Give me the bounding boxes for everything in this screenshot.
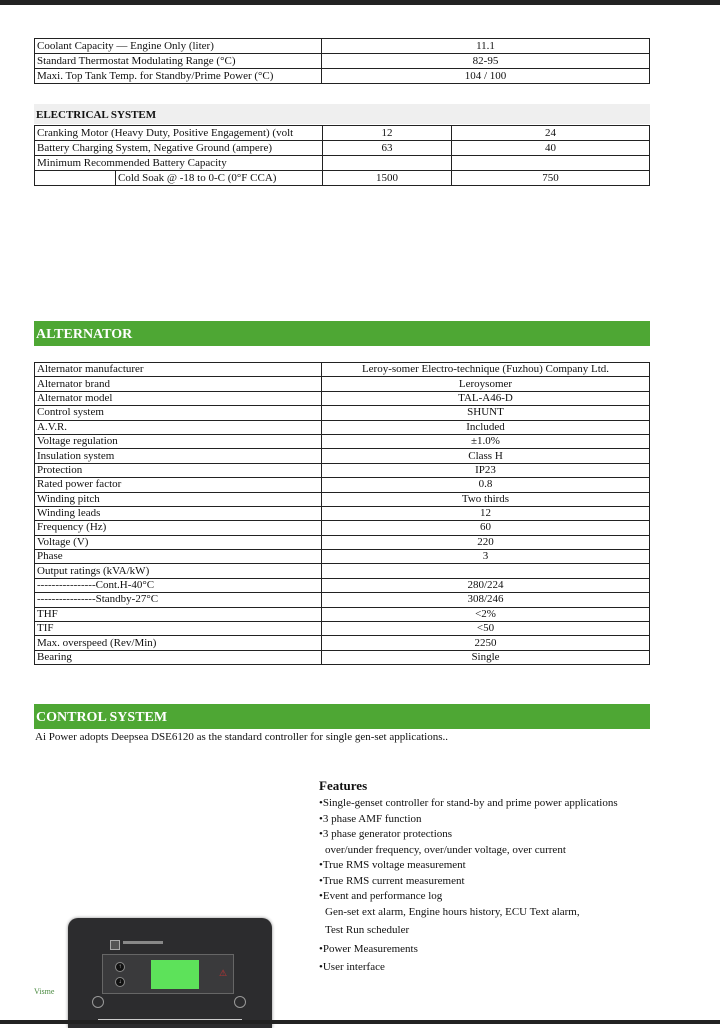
- row-label: Phase: [35, 550, 322, 564]
- row-label: Alternator manufacturer: [35, 363, 322, 377]
- row-label: Protection: [35, 463, 322, 477]
- row-value-24v: 40: [452, 141, 650, 156]
- row-value: Included: [322, 420, 650, 434]
- arrow-up-icon: ↑: [115, 962, 125, 972]
- table-row: [35, 126, 650, 141]
- row-value: Two thirds: [322, 492, 650, 506]
- table-row: [35, 506, 650, 520]
- row-label: Winding leads: [35, 506, 322, 520]
- row-value: Class H: [322, 449, 650, 463]
- row-label: Voltage regulation: [35, 434, 322, 448]
- row-value: Single: [322, 650, 650, 664]
- row-value: 104 / 100: [322, 69, 650, 84]
- table-row: [35, 406, 650, 420]
- table-row: [35, 636, 650, 650]
- row-label: Rated power factor: [35, 478, 322, 492]
- feature-detail: Test Run scheduler: [325, 924, 410, 936]
- row-label: Output ratings (kVA/kW): [35, 564, 322, 578]
- feature-item: •3 phase generator protections: [319, 828, 453, 840]
- table-row: [35, 69, 650, 84]
- row-value-12v: 12: [323, 126, 452, 141]
- row-label: Bearing: [35, 650, 322, 664]
- feature-item: •True RMS voltage measurement: [319, 859, 466, 871]
- table-row: [35, 578, 650, 592]
- table-row: [35, 492, 650, 506]
- row-value-12v: [323, 156, 452, 171]
- table-row: [35, 564, 650, 578]
- top-bar: [0, 0, 720, 5]
- row-label: Frequency (Hz): [35, 521, 322, 535]
- controller-image: [68, 918, 272, 1028]
- feature-item: •True RMS current measurement: [319, 874, 465, 887]
- row-label: A.V.R.: [35, 420, 322, 434]
- table-row: [35, 622, 650, 636]
- row-value: 220: [322, 535, 650, 549]
- feature-detail: over/under frequency, over/under voltage, over current: [325, 843, 566, 856]
- table-row: [35, 449, 650, 463]
- row-value: 280/224: [322, 578, 650, 592]
- table-row: [35, 463, 650, 477]
- row-label: Standard Thermostat Modulating Range (°C): [35, 54, 322, 69]
- auto-icon: [234, 996, 246, 1008]
- row-label: TIF: [35, 622, 322, 636]
- table-row: [35, 593, 650, 607]
- controller-display-panel: [102, 954, 234, 994]
- feature-item: •Power Measurements: [319, 942, 418, 955]
- row-value-24v: 750: [452, 171, 650, 186]
- brand-strip: [123, 941, 163, 944]
- table-row: [35, 391, 650, 405]
- row-label: Coolant Capacity — Engine Only (liter): [35, 39, 322, 54]
- row-label: Maxi. Top Tank Temp. for Standby/Prime Power (°C): [35, 69, 322, 84]
- row-label: THF: [35, 607, 322, 621]
- lcd-screen: [151, 960, 199, 989]
- table-row: [35, 156, 650, 171]
- row-value-12v: 63: [323, 141, 452, 156]
- row-value: 0.8: [322, 478, 650, 492]
- control-system-heading: CONTROL SYSTEM: [34, 704, 650, 729]
- table-row: [35, 420, 650, 434]
- table-row: [35, 650, 650, 664]
- warning-icon: ⚠: [219, 968, 228, 978]
- row-label: Cranking Motor (Heavy Duty, Positive Engagement) (volt: [35, 126, 323, 141]
- row-label: ----------------Standby-27°C: [35, 593, 322, 607]
- features-list: [319, 777, 618, 976]
- row-value: IP23: [322, 463, 650, 477]
- feature-item: •3 phase AMF function: [319, 812, 422, 825]
- row-label: ----------------Cont.H-40°C: [35, 578, 322, 592]
- table-row: [35, 550, 650, 564]
- row-value: 82-95: [322, 54, 650, 69]
- row-label: Control system: [35, 406, 322, 420]
- features-title: Features: [319, 778, 368, 793]
- table-row: [35, 478, 650, 492]
- bottom-bar: [0, 1020, 720, 1024]
- table-row: [35, 363, 650, 377]
- table-row: [35, 607, 650, 621]
- feature-detail: Gen-set ext alarm, Engine hours history, ECU Text alarm,: [325, 905, 580, 918]
- table-row: [35, 54, 650, 69]
- row-value: 12: [322, 506, 650, 520]
- row-value: <2%: [322, 607, 650, 621]
- table-row: [35, 171, 650, 186]
- row-value-24v: [452, 156, 650, 171]
- table-row: [35, 535, 650, 549]
- row-label: Winding pitch: [35, 492, 322, 506]
- arrow-down-icon: ↓: [115, 977, 125, 987]
- row-label: Alternator brand: [35, 377, 322, 391]
- feature-item: •Single-genset controller for stand-by and prime power applications: [319, 797, 618, 809]
- control-system-intro: Ai Power adopts Deepsea DSE6120 as the standard controller for single gen-set applications..: [35, 731, 449, 743]
- electrical-table: [34, 125, 650, 186]
- row-value: Leroy-somer Electro-technique (Fuzhou) Company Ltd.: [322, 363, 650, 377]
- row-value: 2250: [322, 636, 650, 650]
- dse-logo-icon: [110, 940, 120, 950]
- row-label: Cold Soak @ -18 to 0-C (0°F CCA): [116, 171, 323, 186]
- row-value: 60: [322, 521, 650, 535]
- table-row: [35, 434, 650, 448]
- alternator-heading: ALTERNATOR: [34, 321, 650, 346]
- table-row: [35, 39, 650, 54]
- row-value: 11.1: [322, 39, 650, 54]
- feature-item: •Event and performance log: [319, 890, 443, 902]
- row-value: Leroysomer: [322, 377, 650, 391]
- feature-item: •User interface: [319, 961, 385, 973]
- row-value-24v: 24: [452, 126, 650, 141]
- table-row: [35, 141, 650, 156]
- row-value: TAL-A46-D: [322, 391, 650, 405]
- row-label: Voltage (V): [35, 535, 322, 549]
- row-value: [322, 564, 650, 578]
- row-value: <50: [322, 622, 650, 636]
- row-value-12v: 1500: [323, 171, 452, 186]
- row-label: Alternator model: [35, 391, 322, 405]
- electrical-heading: ELECTRICAL SYSTEM: [34, 104, 650, 124]
- row-label: Max. overspeed (Rev/Min): [35, 636, 322, 650]
- row-value: ±1.0%: [322, 434, 650, 448]
- stop-icon: [92, 996, 104, 1008]
- row-label: Insulation system: [35, 449, 322, 463]
- table-row: [35, 377, 650, 391]
- cooling-table: [34, 38, 650, 84]
- alternator-table: [34, 362, 650, 665]
- indent-cell: [35, 171, 116, 186]
- image-caption-fragment: Visme: [34, 987, 55, 996]
- row-value: 308/246: [322, 593, 650, 607]
- row-label: Minimum Recommended Battery Capacity: [35, 156, 323, 171]
- row-value: SHUNT: [322, 406, 650, 420]
- table-row: [35, 521, 650, 535]
- row-label: Battery Charging System, Negative Ground (ampere): [35, 141, 323, 156]
- row-value: 3: [322, 550, 650, 564]
